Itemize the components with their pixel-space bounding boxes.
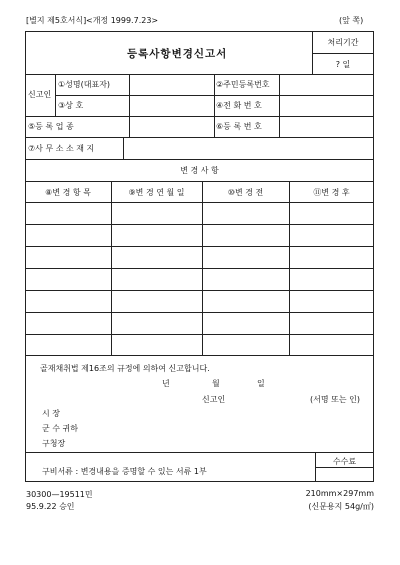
recipient-district: 구청장 [42,439,66,448]
page-side: (앞 쪽) [339,16,364,25]
business-type-field[interactable] [130,117,213,136]
change-item-cell[interactable] [26,204,111,224]
required-documents: 구비서류 : 변경내용을 증명할 수 있는 서류 1부 [42,467,207,476]
before-change-cell[interactable] [203,204,289,224]
after-change-cell[interactable] [290,226,373,246]
column-before-change: ⑩변 경 전 [227,188,264,197]
fee-label: 수수료 [332,457,357,466]
before-change-cell[interactable] [203,226,289,246]
paper-size: 210mm×297mm [305,489,374,498]
fee-field[interactable] [316,468,373,481]
change-item-cell[interactable] [26,247,111,267]
after-change-cell[interactable] [290,334,373,354]
change-date-cell[interactable] [112,204,202,224]
change-date-cell[interactable] [112,226,202,246]
day-label: 일 [257,379,265,388]
change-date-cell[interactable] [112,313,202,333]
column-after-change: ⑪변 경 후 [313,188,350,197]
trade-name-label: ③상 호 [58,101,84,110]
column-change-item: ⑧변 경 항 목 [45,188,91,197]
after-change-cell[interactable] [290,313,373,333]
change-item-cell[interactable] [26,226,111,246]
processing-period-value: ? 일 [335,60,351,69]
business-type-label: ⑤등 록 업 종 [28,122,74,131]
declaration-statement: 골재채취법 제16조의 규정에 의하여 신고합니다. [40,364,210,373]
change-item-cell[interactable] [26,269,111,289]
resident-number-label: ②주민등록번호 [216,80,270,89]
change-date-cell[interactable] [112,291,202,311]
after-change-cell[interactable] [290,247,373,267]
after-change-cell[interactable] [290,269,373,289]
resident-number-field[interactable] [280,75,373,94]
change-date-cell[interactable] [112,247,202,267]
applicant-signature-field[interactable] [236,390,306,404]
before-change-cell[interactable] [203,269,289,289]
change-item-cell[interactable] [26,291,111,311]
name-field[interactable] [130,75,213,94]
name-label: ①성명(대표자) [58,80,111,89]
change-date-cell[interactable] [112,334,202,354]
registration-number-field[interactable] [280,117,373,136]
before-change-cell[interactable] [203,247,289,267]
form-title: 등록사항변경신고서 [127,48,228,60]
office-address-field[interactable] [124,138,373,158]
change-date-cell[interactable] [112,269,202,289]
office-address-label: ⑦사 무 소 소 재 지 [28,144,95,153]
phone-label: ④전 화 번 호 [216,101,262,110]
change-item-cell[interactable] [26,334,111,354]
month-label: 월 [212,379,220,388]
changes-section-title: 변 경 사 항 [180,166,219,175]
trade-name-field[interactable] [130,96,213,115]
processing-period-label: 처리기간 [327,38,359,47]
change-item-cell[interactable] [26,313,111,333]
after-change-cell[interactable] [290,291,373,311]
before-change-cell[interactable] [203,313,289,333]
applicant-group-label: 신고인 [28,90,52,99]
form-code: 30300—19511민 [26,490,93,499]
before-change-cell[interactable] [203,291,289,311]
phone-field[interactable] [280,96,373,115]
paper-type: (신문용지 54g/㎡) [308,502,374,511]
after-change-cell[interactable] [290,204,373,224]
revision-date: <개정 1999.7.23> [86,16,159,25]
recipient-mayor: 시 장 [42,409,60,418]
signature-or-seal-label: (서명 또는 인) [310,395,360,404]
before-change-cell[interactable] [203,334,289,354]
year-label: 년 [162,379,170,388]
approval-date: 95.9.22 승인 [26,502,75,511]
applicant-signature-label: 신고인 [202,395,226,404]
column-change-date: ⑨변 경 연 월 일 [128,188,185,197]
registration-number-label: ⑥등 록 번 호 [216,122,262,131]
form-id: [별지 제5호서식] [26,16,87,25]
recipient-county: 군 수 귀하 [42,424,78,433]
